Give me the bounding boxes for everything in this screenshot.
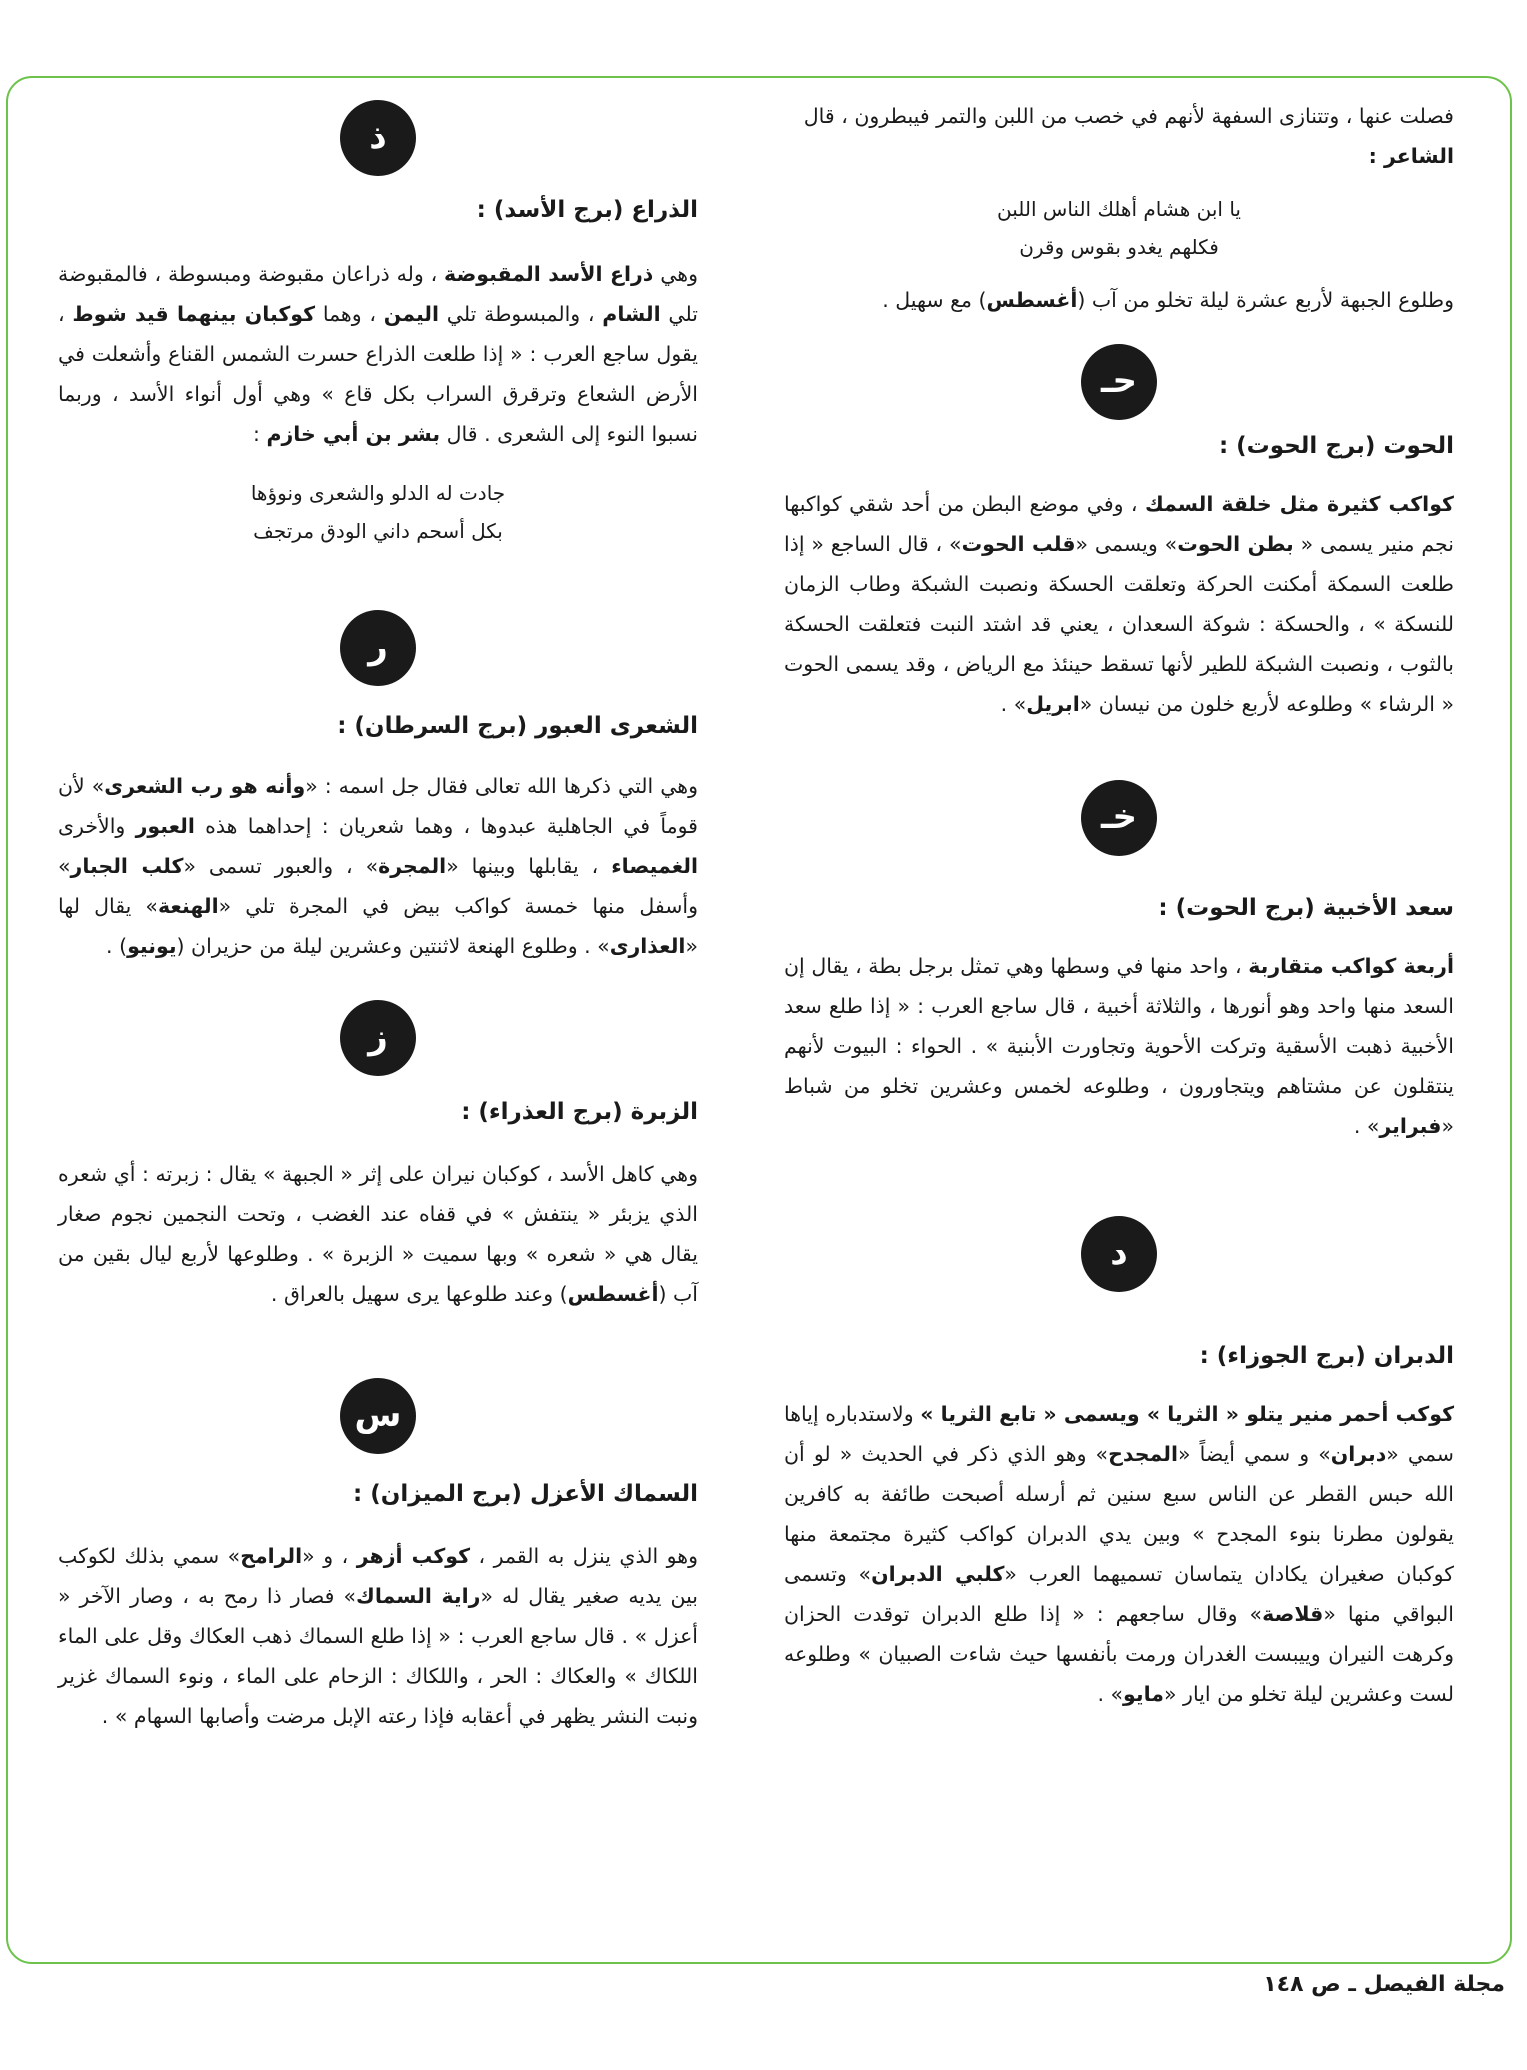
saad-paragraph xyxy=(784,946,1454,1146)
month-name: أغسطس xyxy=(986,288,1078,312)
simak-text: » سمي بذلك لكوكب بين يديه صغير يقال له « xyxy=(58,1544,698,1608)
hut-lead: كواكب كثيرة مثل خلقة السمك xyxy=(1144,492,1454,516)
letter-emblem-icon: حـ xyxy=(1081,344,1157,420)
dabaran-text: » وقال ساجعهم : « إذا طلع الدبران توقدت الحزان وكرهت النيران وييبست الغدران ورمت بأنفسها حيث شاءت الصبيان » وطلوعه لست وعشرين ليلة تخلو من ايار « xyxy=(784,1602,1454,1706)
dhiraa-text: ، والمبسوطة تلي xyxy=(446,302,595,326)
star-name: الغميصاء xyxy=(611,854,698,878)
dhiraa-text: ، وهما xyxy=(322,302,376,326)
poem-line-2: بكل أسحم داني الودق مرتجف xyxy=(253,519,503,543)
section-heading-zubra: الزبرة (برج العذراء) : xyxy=(461,1099,698,1125)
month-name: فبراير xyxy=(1379,1114,1442,1138)
right-column xyxy=(784,96,1454,1714)
dhiraa-text-end: : xyxy=(253,422,260,446)
zubra-text: وهي كاهل الأسد ، كوكبان نيران على إثر « الجبهة » يقال : زبرته : أي شعره الذي يزبئر « ينتفش » في قفاه عند الغضب ، وتحت النجمين نجوم صغار يقال هي « شعره » وبها سميت « الزبرة » . وطلوعها لأربع ليال بقين من آب ( xyxy=(58,1162,698,1306)
dhiraa-text: ، يقول ساجع العرب : « إذا طلعت الذراع حسرت الشمس القناع وأشعلت في الأرض الشعاع وترقرق السراب بكل قاع » وهي أول أنواء الأسد ، وربما نسبوا النوء إلى الشعرى . قال xyxy=(58,302,698,446)
star-name: العذارى xyxy=(609,934,686,958)
star-name: بطن الحوت xyxy=(1177,532,1294,556)
section-heading-shira: الشعرى العبور (برج السرطان) : xyxy=(337,713,698,739)
star-name: كوكبان بينهما قيد شوط xyxy=(72,302,316,326)
section-heading-simak: السماك الأعزل (برج الميزان) : xyxy=(353,1481,698,1507)
hut-paragraph xyxy=(784,484,1454,724)
saad-text: ، واحد منها في وسطها وهي تمثل برجل بطة ، يقال إن السعد منها واحد وهو أنورها ، والثلاثة أخبية ، قال ساجع العرب : « إذا طلع سعد الأخبية ذهبت الأسقية وتركت الأحوية وتجاورت الأبنية » . الحواء : البيوت لأنهم ينتقلون عن مشتاهم ويتجاورون ، وطلوعه لخمس وعشرين تخلو من شباط « xyxy=(784,954,1454,1138)
left-column xyxy=(58,96,698,1736)
letter-emblem-icon: ر xyxy=(340,610,416,686)
dabaran-paragraph xyxy=(784,1394,1454,1714)
zubra-paragraph xyxy=(58,1154,698,1314)
letter-emblem-icon: ز xyxy=(340,1000,416,1076)
shira-text-end: ) . xyxy=(106,934,128,958)
jabha-text: وطلوع الجبهة لأربع عشرة ليلة تخلو من آب ( xyxy=(1077,288,1454,312)
dhiraa-paragraph xyxy=(58,254,698,454)
star-name: قلاصة xyxy=(1262,1602,1324,1626)
star-name: العبور xyxy=(135,814,195,838)
letter-emblem-icon: س xyxy=(340,1378,416,1454)
intro-paragraph xyxy=(784,96,1454,176)
place-name: اليمن xyxy=(383,302,440,326)
star-name: الهنعة xyxy=(157,894,219,918)
star-name: راية السماك xyxy=(356,1584,481,1608)
simak-text-end: » فصار ذا رمح به ، وصار الآخر « أعزل » . قال ساجع العرب : « إذا طلع السماك ذهب العكاك وقل على الماء اللكاك » والعكاك : الحر ، واللكاك : الزحام على الماء ، ونوء السماك غزير ونبت النشر يظهر في أعقابه فإذا رعته الإبل مرضت وأصابها السهام » . xyxy=(58,1584,698,1728)
simak-text: ، و « xyxy=(302,1544,349,1568)
simak-text: وهو الذي ينزل به القمر ، xyxy=(478,1544,698,1568)
intro-poet-label: الشاعر : xyxy=(1368,144,1454,168)
star-name: كلب الجبار xyxy=(70,854,184,878)
hut-text: » ، قال الساجع « إذا طلعت السمكة أمكنت الحركة وتعلقت الحسكة ونصبت الشبكة وطاب الزمان للنسكة » ، والحسكة : شوكة السعدان ، يعني قد اشتد النبت فتعلقت الحسكة بالثوب ، ونصبت الشبكة للطير لأنها تسقط حينئذ مع الرياض ، وقد يسمى الحوت « الرشاء » وطلوعه لأربع خلون من نيسان « xyxy=(784,532,1454,716)
dabaran-lead: كوكب أحمر منير يتلو « الثريا » ويسمى « تابع الثريا » xyxy=(920,1402,1454,1426)
shira-text: ، يقابلها وبينها « xyxy=(446,854,599,878)
section-heading-saad: سعد الأخبية (برج الحوت) : xyxy=(1158,895,1454,921)
page-footer: مجلة الفيصل ـ ص ١٤٨ xyxy=(1263,1972,1505,1997)
star-name: قلب الحوت xyxy=(961,532,1076,556)
shira-text: » لأن قوماً في الجاهلية عبدوها ، وهما شعريان : إحداهما هذه xyxy=(58,774,698,838)
saad-text-end: » . xyxy=(1353,1114,1380,1138)
star-name: كوكب أزهر xyxy=(356,1544,471,1568)
month-name: أغسطس xyxy=(567,1282,659,1306)
letter-emblem-icon: خـ xyxy=(1081,780,1157,856)
hut-text: » ويسمى « xyxy=(1075,532,1178,556)
month-name: يونيو xyxy=(127,934,177,958)
star-name: كلبي الدبران xyxy=(871,1562,1005,1586)
shira-text: » . وطلوع الهنعة لاثنتين وعشرين ليلة من حزيران ( xyxy=(176,934,610,958)
place-name: الشام xyxy=(602,302,661,326)
zubra-text-end: ) وعند طلوعها يرى سهيل بالعراق . xyxy=(270,1282,568,1306)
hut-text: ، وفي موضع البطن من أحد شقي كواكبها نجم منير يسمى « xyxy=(784,492,1454,556)
jabha-text-end: ) مع سهيل . xyxy=(882,288,987,312)
shira-text: وهي التي ذكرها الله تعالى فقال جل اسمه : « xyxy=(305,774,699,798)
poet-name: بشر بن أبي خازم xyxy=(266,422,441,446)
poem-line-2: فكلهم يغدو بقوس وقرن xyxy=(1019,235,1219,259)
dabaran-text: ولاستدباره إياها سمي « xyxy=(784,1402,1454,1466)
dhiraa-text: ، وله ذراعان مقبوضة ومبسوطة ، فالمقبوضة تلي xyxy=(58,262,698,326)
saad-lead: أربعة كواكب متقاربة xyxy=(1248,954,1454,978)
dabaran-text: » و سمي أيضاً « xyxy=(1177,1442,1331,1466)
letter-emblem-icon: د xyxy=(1081,1216,1157,1292)
simak-paragraph xyxy=(58,1536,698,1736)
shira-paragraph xyxy=(58,766,698,966)
star-name: المجرة xyxy=(378,854,447,878)
shira-text: » ، والعبور تسمى « xyxy=(183,854,379,878)
star-name: دبران xyxy=(1330,1442,1387,1466)
jabha-rising-paragraph xyxy=(784,280,1454,320)
shira-text: » يقال لها « xyxy=(58,894,698,958)
dhiraa-text: وهي xyxy=(660,262,698,286)
star-name: الرامح xyxy=(240,1544,303,1568)
section-heading-hut: الحوت (برج الحوت) : xyxy=(1218,433,1454,459)
dabaran-text: » وتسمى البواقي منها « xyxy=(784,1562,1454,1626)
letter-emblem-icon: ذ xyxy=(340,100,416,176)
section-heading-dhiraa: الذراع (برج الأسد) : xyxy=(476,197,698,223)
month-name: ابريل xyxy=(1026,692,1080,716)
section-heading-dabaran: الدبران (برج الجوزاء) : xyxy=(1199,1343,1454,1369)
shira-text: والأخرى xyxy=(58,814,126,838)
quran-quote: وأنه هو رب الشعرى xyxy=(104,774,306,798)
shira-text: » وأسفل منها خمسة كواكب بيض في المجرة تلي « xyxy=(58,854,698,918)
intro-text: فصلت عنها ، وتتنازى السفهة لأنهم في خصب من اللبن والتمر فيبطرون ، قال xyxy=(803,104,1454,128)
star-name: ذراع الأسد المقبوضة xyxy=(444,262,654,286)
poem-line-1: يا ابن هشام أهلك الناس اللبن xyxy=(997,197,1241,221)
dabaran-text-end: » . xyxy=(1097,1682,1124,1706)
hut-text-end: » . xyxy=(1000,692,1027,716)
star-name: المجدح xyxy=(1108,1442,1178,1466)
poem-line-1: جادت له الدلو والشعرى ونوؤها xyxy=(250,481,506,505)
dabaran-text: » وهو الذي ذكر في الحديث « لو أن الله حبس القطر عن الناس سبع سنين ثم أرسله أصبحت طائفة به كافرين يقولون مطرنا بنوء المجدح » وبين يدي الدبران كواكب كثيرة مجتمعة منها كوكبان صغيران يكادان يتماسان تسميهما العرب « xyxy=(784,1442,1455,1586)
month-name: مايو xyxy=(1123,1682,1164,1706)
